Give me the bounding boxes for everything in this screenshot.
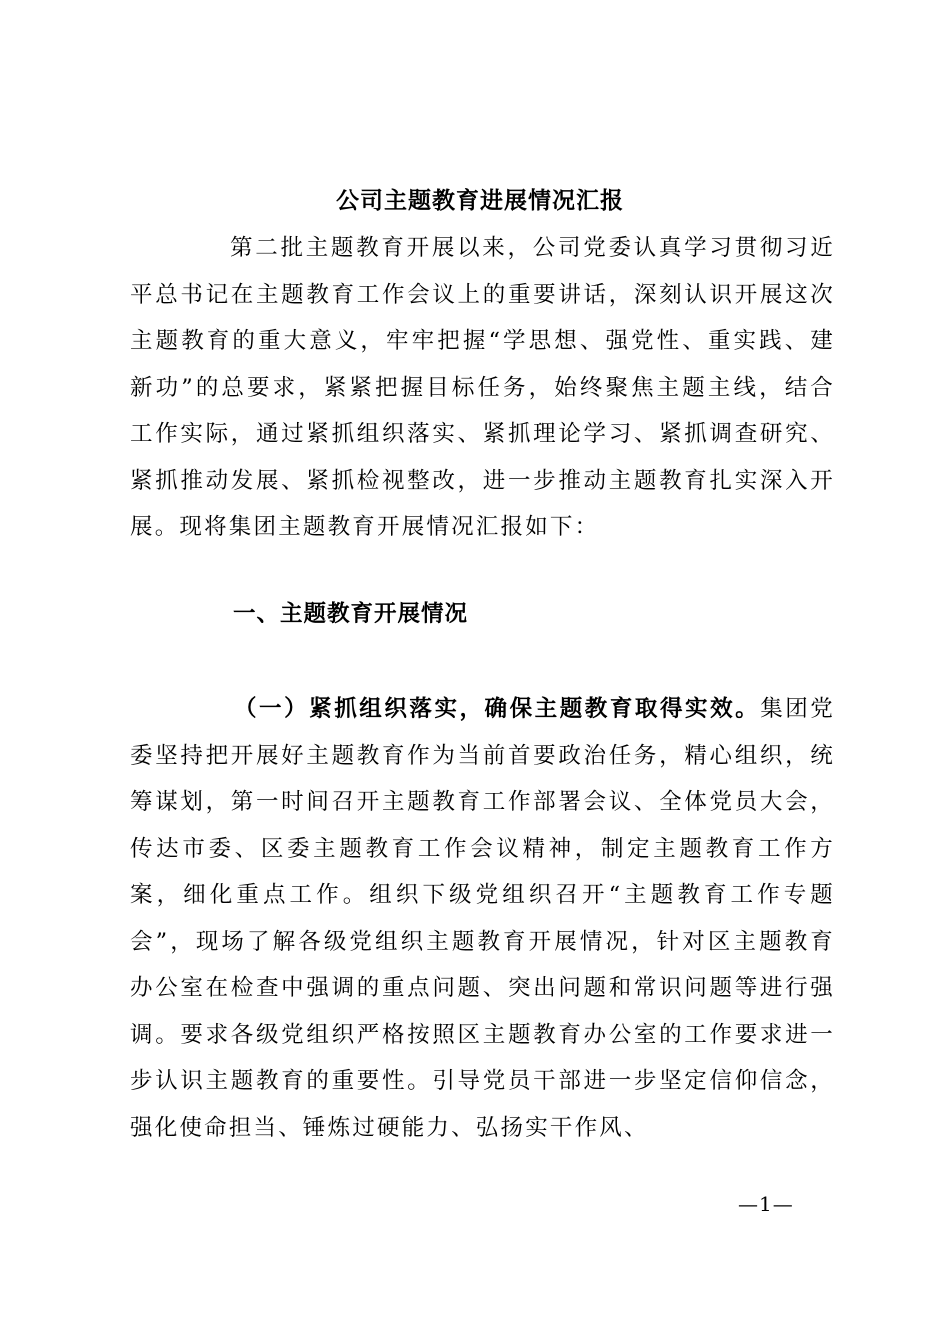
section-heading: 一、主题教育开展情况: [233, 601, 469, 627]
document-title: 公司主题教育进展情况汇报: [336, 187, 624, 214]
subsection-lead: （一）紧抓组织落实，确保主题教育取得实效。: [234, 696, 761, 722]
subsection-paragraph: [130, 686, 835, 1151]
subsection-body: 集团党委坚持把开展好主题教育作为当前首要政治任务，精心组织，统筹谋划，第一时间召开主题教育工作部署会议、全体党员大会，传达市委、区委主题教育工作会议精神，制定主题教育工作方案，细化重点工作。组织下级党组织召开“主题教育工作专题会”，现场了解各级党组织主题教育开展情况，针对区主题教育办公室在检查中强调的重点问题、突出问题和常识问题等进行强调。要求各级党组织严格按照区主题教育办公室的工作要求进一步认识主题教育的重要性。引导党员干部进一步坚定信仰信念，强化使命担当、锤炼过硬能力、弘扬实干作风、: [130, 696, 835, 1141]
page-number: —1—: [738, 1192, 794, 1216]
intro-paragraph: 第二批主题教育开展以来，公司党委认真学习贯彻习近平总书记在主题教育工作会议上的重要讲话，深刻认识开展这次主题教育的重大意义，牢牢把握“学思想、强党性、重实践、建新功”的总要求，紧紧把握目标任务，始终聚焦主题主线，结合工作实际，通过紧抓组织落实、紧抓理论学习、紧抓调查研究、紧抓推动发展、紧抓检视整改，进一步推动主题教育扎实深入开展。现将集团主题教育开展情况汇报如下：: [130, 235, 835, 540]
